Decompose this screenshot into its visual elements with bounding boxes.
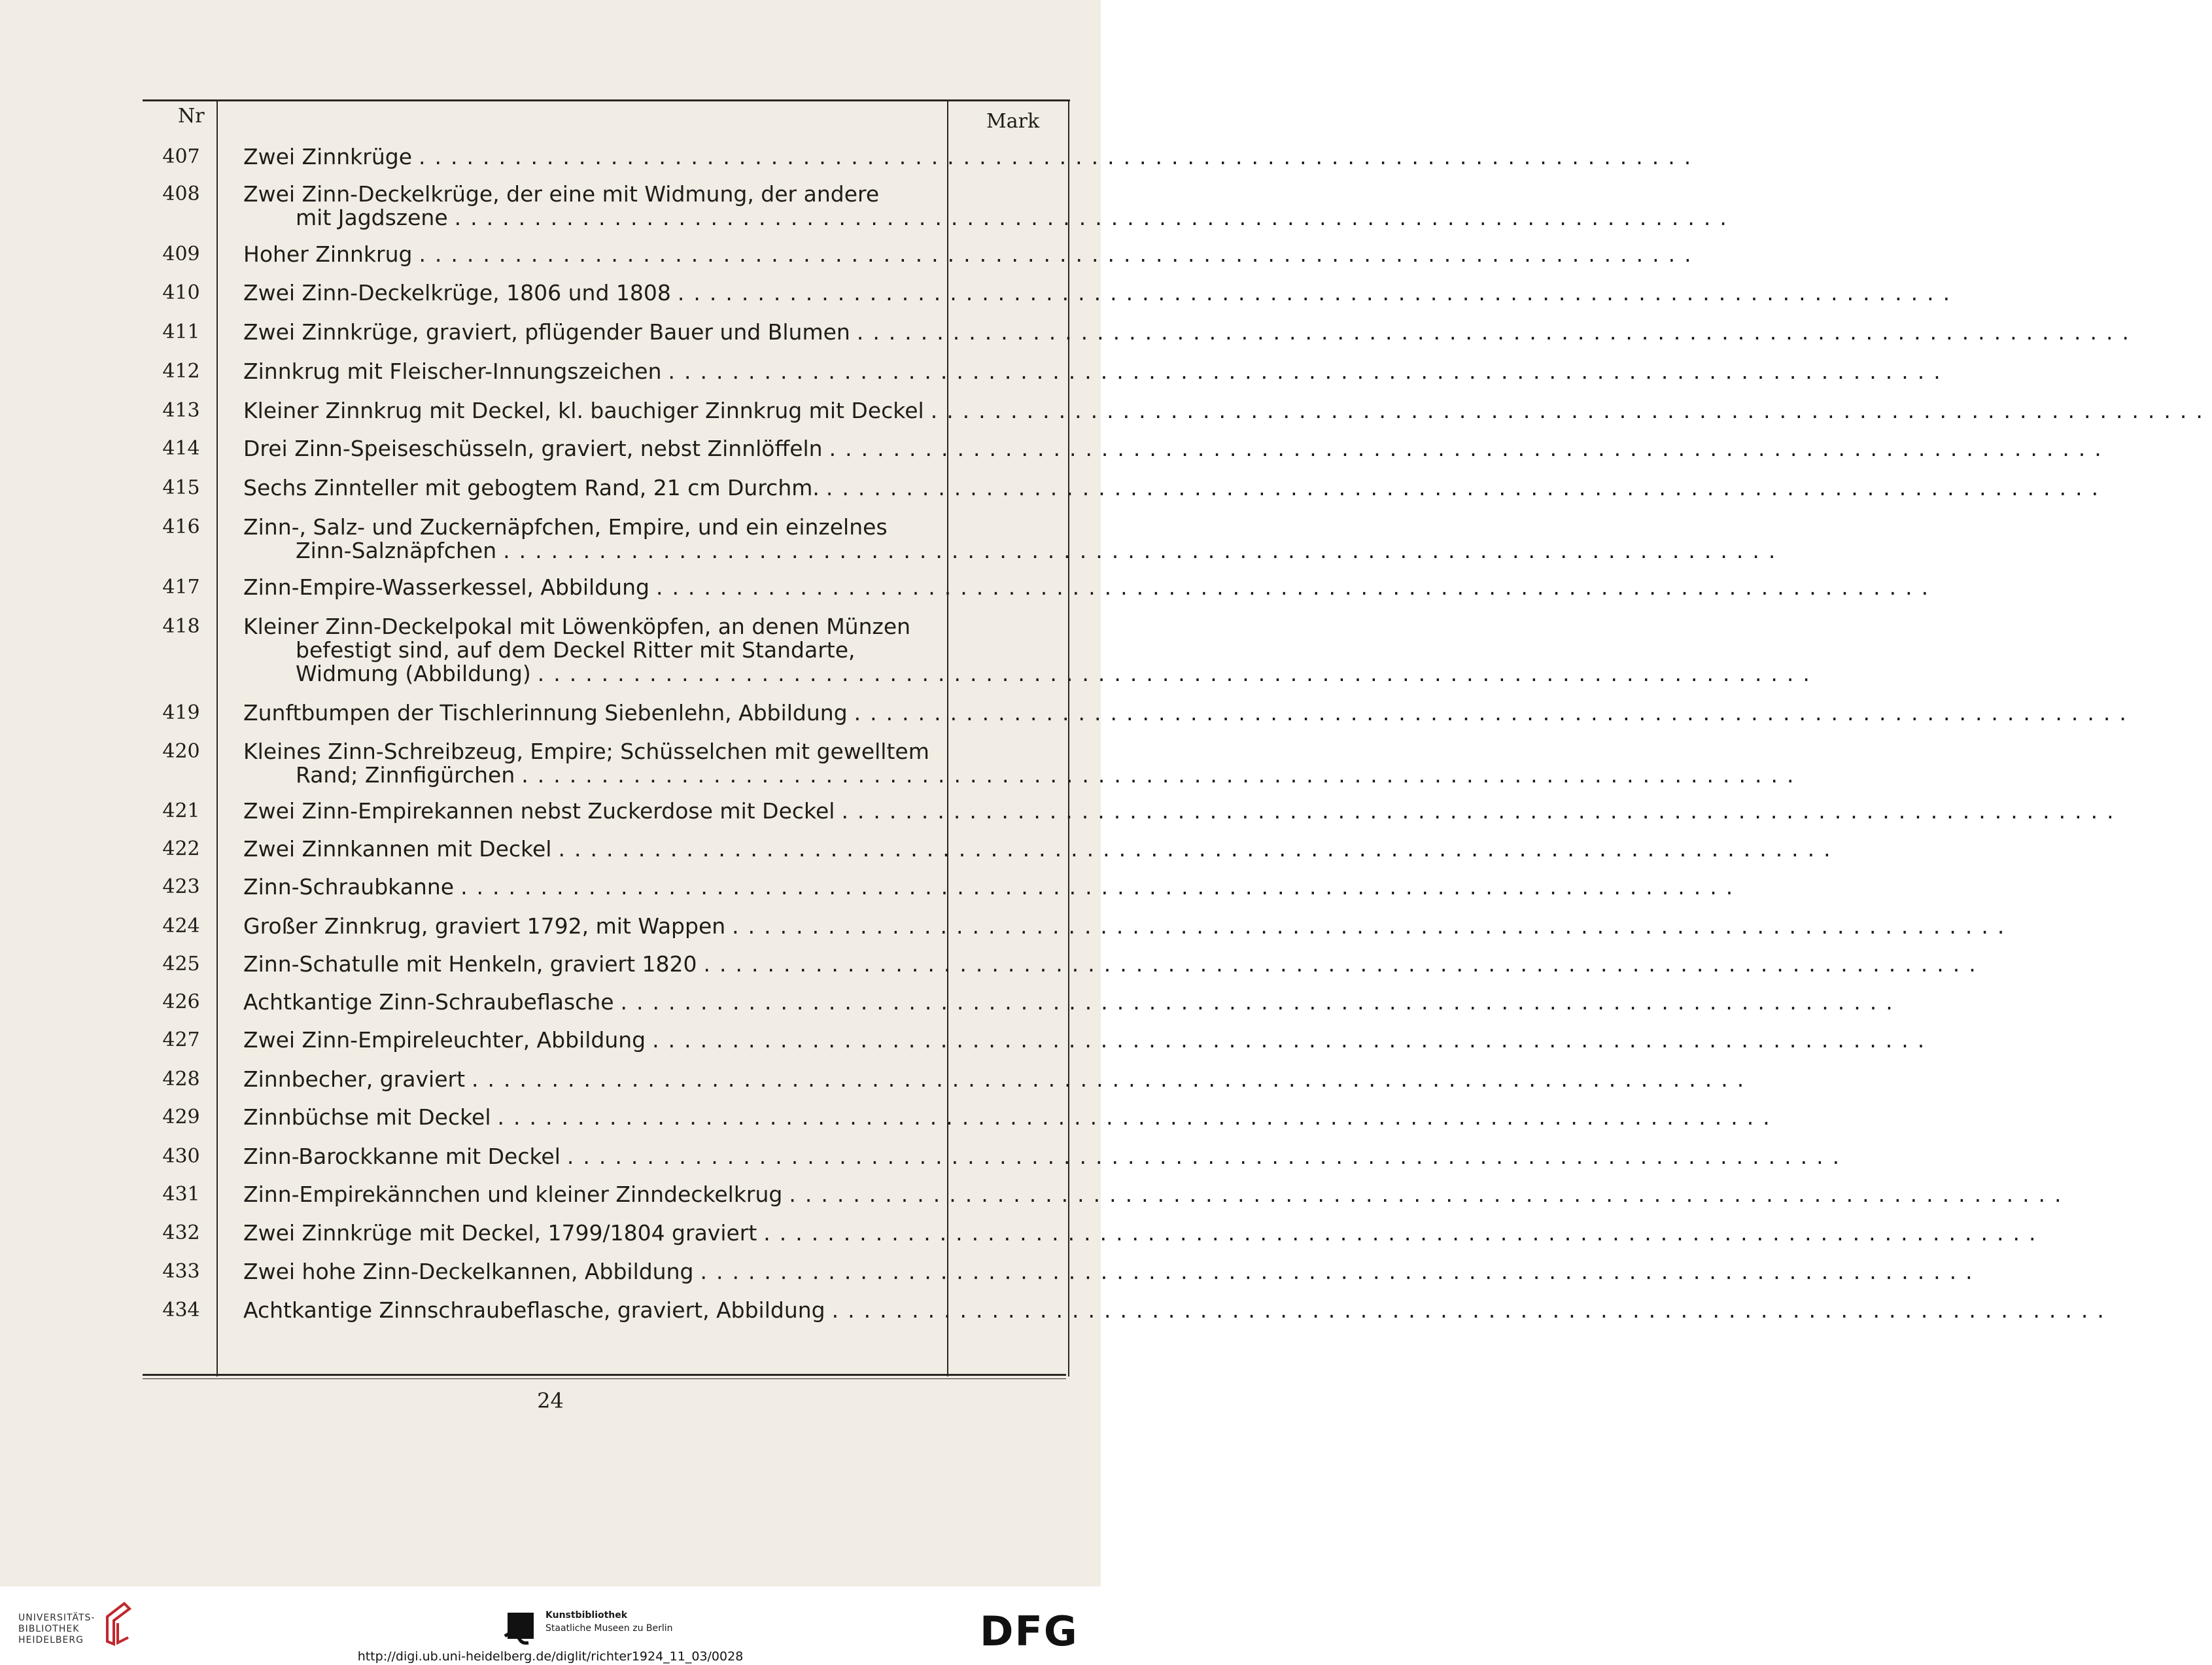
- catalog-number: 429: [162, 1106, 200, 1129]
- catalog-description: [243, 1027, 1934, 1053]
- catalog-description: [243, 1297, 2113, 1323]
- catalog-number: 421: [162, 799, 200, 822]
- description-line: [243, 1182, 2071, 1207]
- source-url[interactable]: http://digi.ub.uni-heidelberg.de/diglit/richter1924_11_03/0028: [357, 1649, 744, 1664]
- catalog-number: 416: [162, 516, 200, 538]
- description-text: Zinn-Schatulle mit Henkeln, graviert 1820: [243, 951, 697, 977]
- description-line: [243, 639, 935, 662]
- description-line: [243, 836, 1840, 862]
- leader-dots: ................................................................................: [454, 205, 1736, 230]
- catalog-number: 409: [162, 243, 200, 266]
- catalog-number: 407: [162, 145, 200, 168]
- uni-line-2: BIBLIOTHEK: [18, 1624, 80, 1634]
- leader-dots: ................................................................................: [677, 280, 1960, 306]
- description-text: Zunftbumpen der Tischlerinnung Siebenlehn, Abbildung: [243, 700, 848, 726]
- description-text: mit Jagdszene: [296, 205, 448, 230]
- description-line: [243, 436, 2111, 461]
- description-line: [243, 144, 1701, 169]
- catalog-number: 422: [162, 837, 200, 860]
- leader-dots: ................................................................................: [460, 874, 1742, 900]
- description-text: Zinn-Barockkanne mit Deckel: [243, 1144, 561, 1169]
- catalog-description: [243, 144, 1701, 169]
- description-text: Zwei Zinnkrüge mit Deckel, 1799/1804 graviert: [243, 1220, 757, 1246]
- catalog-number: 432: [162, 1221, 200, 1244]
- leader-dots: ................................................................................: [419, 144, 1701, 169]
- leader-dots: ................................................................................: [700, 1259, 1982, 1284]
- column-header-mark: Mark: [986, 110, 1040, 133]
- leader-dots: ................................................................................: [763, 1220, 2045, 1246]
- description-line: [243, 1066, 1754, 1092]
- catalog-description: [243, 739, 1803, 788]
- catalog-description: [243, 475, 2108, 500]
- description-text: Zinn-Schraubkanne: [243, 874, 455, 900]
- catalog-number: 434: [162, 1299, 200, 1322]
- description-line: [243, 989, 1902, 1015]
- description-text: Achtkantige Zinnschraubeflasche, graviert, Abbildung: [243, 1297, 825, 1323]
- description-text: Zwei hohe Zinn-Deckelkannen, Abbildung: [243, 1259, 694, 1284]
- leader-dots: ................................................................................: [566, 1144, 1849, 1169]
- catalog-number: 417: [162, 576, 200, 599]
- catalog-number: 419: [162, 701, 200, 724]
- description-text: Zwei Zinn-Deckelkrüge, der eine mit Widmung, der andere: [243, 181, 880, 207]
- catalog-description: [243, 836, 1840, 862]
- leader-dots: ................................................................................: [472, 1066, 1754, 1092]
- description-text: Widmung (Abbildung): [296, 661, 531, 686]
- description-text: Rand; Zinnfigürchen: [296, 762, 515, 788]
- catalog-number: 413: [162, 399, 200, 422]
- table-bottom-rule: [143, 1374, 1066, 1376]
- leader-dots: ................................................................................: [703, 951, 1985, 977]
- description-text: Zwei Zinnkrüge: [243, 144, 413, 169]
- catalog-number: 411: [162, 321, 200, 343]
- description-line: [243, 700, 2135, 726]
- description-line: [243, 1259, 1982, 1284]
- catalog-description: [243, 241, 1701, 267]
- leader-dots: ................................................................................: [620, 989, 1902, 1015]
- catalog-description: [243, 798, 2123, 824]
- catalog-description: [243, 436, 2111, 461]
- catalog-description: [243, 398, 2212, 423]
- description-line: [243, 951, 1985, 977]
- catalog-description: [243, 1066, 1754, 1092]
- page-number: 24: [537, 1388, 564, 1413]
- description-line: [243, 205, 1736, 230]
- catalog-description: [243, 1144, 1849, 1169]
- column-divider-nr: [216, 99, 218, 1376]
- catalog-description: [243, 1182, 2071, 1207]
- catalog-number: 426: [162, 990, 200, 1013]
- leader-dots: ................................................................................: [655, 574, 1938, 600]
- leader-dots: ................................................................................: [521, 762, 1803, 788]
- catalog-description: [243, 1104, 1779, 1130]
- leader-dots: ................................................................................: [856, 319, 2139, 345]
- description-text: Kleiner Zinnkrug mit Deckel, kl. bauchiger Zinnkrug mit Deckel: [243, 398, 924, 423]
- catalog-number: 424: [162, 915, 200, 938]
- leader-dots: ................................................................................: [497, 1104, 1779, 1130]
- catalog-description: [243, 514, 1785, 563]
- table-bottom-rule-thin: [143, 1378, 1066, 1379]
- column-header-nr: Nr: [178, 105, 205, 128]
- description-line: [243, 183, 935, 206]
- description-line: [243, 538, 1785, 563]
- description-line: [243, 1220, 2045, 1246]
- description-text: Hoher Zinnkrug: [243, 241, 413, 267]
- leader-dots: ................................................................................: [668, 359, 1950, 384]
- description-text: Zwei Zinn-Empirekannen nebst Zuckerdose mit Deckel: [243, 798, 835, 824]
- catalog-description: [243, 359, 1950, 384]
- leader-dots: ................................................................................: [652, 1027, 1934, 1053]
- catalog-number: 410: [162, 281, 200, 304]
- description-text: Zwei Zinn-Deckelkrüge, 1806 und 1808: [243, 280, 671, 306]
- leader-dots: ................................................................................: [825, 475, 2108, 500]
- leader-dots: ................................................................................: [558, 836, 1840, 862]
- catalog-description: [243, 951, 1985, 977]
- uni-line-1: UNIVERSITÄTS-: [18, 1613, 95, 1623]
- catalog-number: 423: [162, 875, 200, 898]
- catalog-number: 408: [162, 183, 200, 205]
- catalog-number: 427: [162, 1028, 200, 1051]
- kunstbibliothek-logo-icon: [502, 1610, 539, 1647]
- leader-dots: ................................................................................: [854, 700, 2135, 726]
- catalog-number: 414: [162, 437, 200, 460]
- uni-line-3: HEIDELBERG: [18, 1635, 84, 1645]
- description-text: Zwei Zinn-Empireleuchter, Abbildung: [243, 1027, 646, 1053]
- description-line: [243, 241, 1701, 267]
- description-line: [243, 1027, 1934, 1053]
- catalog-number: 433: [162, 1260, 200, 1283]
- catalog-number: 430: [162, 1145, 200, 1168]
- description-line: [243, 319, 2139, 345]
- description-line: [243, 574, 1938, 600]
- description-text: Kleines Zinn-Schreibzeug, Empire; Schüsselchen mit gewelltem: [243, 739, 929, 764]
- description-text: Zwei Zinnkannen mit Deckel: [243, 836, 552, 862]
- description-text: Zinn-, Salz- und Zuckernäpfchen, Empire, und ein einzelnes: [243, 514, 888, 540]
- description-line: [243, 359, 1950, 384]
- catalog-number: 431: [162, 1183, 200, 1206]
- leader-dots: ................................................................................: [419, 241, 1701, 267]
- catalog-number: 412: [162, 360, 200, 383]
- description-line: [243, 1104, 1779, 1130]
- description-line: [243, 661, 1819, 686]
- catalog-description: [243, 280, 1960, 306]
- description-line: [243, 516, 935, 539]
- dfg-logo: DFG: [980, 1607, 1079, 1655]
- description-line: [243, 1297, 2113, 1323]
- description-text: Zinn-Salznäpfchen: [296, 538, 497, 563]
- catalog-description: [243, 574, 1938, 600]
- catalog-number: 425: [162, 953, 200, 975]
- footer-bar: [0, 1586, 1101, 1665]
- catalog-description: [243, 1259, 1982, 1284]
- catalog-number: 428: [162, 1068, 200, 1091]
- description-line: [243, 280, 1960, 306]
- description-text: Sechs Zinnteller mit gebogtem Rand, 21 cm Durchm.: [243, 475, 820, 500]
- description-text: Zinn-Empire-Wasserkessel, Abbildung: [243, 574, 649, 600]
- description-text: Zinnbüchse mit Deckel: [243, 1104, 491, 1130]
- leader-dots: ................................................................................: [841, 798, 2123, 824]
- leader-dots: ................................................................................: [789, 1182, 2071, 1207]
- description-line: [243, 874, 1742, 900]
- leader-dots: ................................................................................: [732, 913, 2014, 939]
- description-text: Zinnbecher, graviert: [243, 1066, 466, 1092]
- catalog-description: [243, 874, 1742, 900]
- catalog-description: [243, 181, 1736, 230]
- description-text: Zwei Zinnkrüge, graviert, pflügender Bauer und Blumen: [243, 319, 850, 345]
- catalog-description: [243, 614, 1819, 686]
- catalog-description: [243, 319, 2139, 345]
- university-logo-icon: [98, 1601, 135, 1647]
- kb-name: Kunstbibliothek: [545, 1610, 628, 1621]
- kunstbibliothek-label: [545, 1609, 673, 1635]
- catalog-description: [243, 989, 1902, 1015]
- description-line: [243, 475, 2108, 500]
- table-top-rule: [143, 99, 1070, 101]
- leader-dots: ................................................................................: [829, 436, 2111, 461]
- description-line: [243, 913, 2014, 939]
- description-text: Kleiner Zinn-Deckelpokal mit Löwenköpfen, an denen Münzen: [243, 614, 911, 639]
- description-line: [243, 615, 935, 639]
- catalog-description: [243, 913, 2014, 939]
- leader-dots: ................................................................................: [537, 661, 1819, 686]
- kb-subtitle: Staatliche Museen zu Berlin: [545, 1623, 673, 1634]
- leader-dots: ................................................................................: [831, 1297, 2113, 1323]
- catalog-description: [243, 1220, 2045, 1246]
- description-text: Achtkantige Zinn-Schraubeflasche: [243, 989, 614, 1015]
- catalog-number: 415: [162, 476, 200, 499]
- leader-dots: ................................................................................: [930, 398, 2212, 423]
- catalog-description: [243, 700, 2135, 726]
- description-line: [243, 1144, 1849, 1169]
- catalog-number: 420: [162, 740, 200, 763]
- catalog-number: 418: [162, 615, 200, 638]
- description-text: Zinnkrug mit Fleischer-Innungszeichen: [243, 359, 662, 384]
- description-line: [243, 740, 935, 763]
- university-library-label: [18, 1613, 95, 1646]
- leader-dots: ................................................................................: [503, 538, 1785, 563]
- description-text: Großer Zinnkrug, graviert 1792, mit Wappen: [243, 913, 726, 939]
- description-text: befestigt sind, auf dem Deckel Ritter mit Standarte,: [296, 637, 855, 663]
- description-line: [243, 798, 2123, 824]
- description-line: [243, 762, 1803, 788]
- description-text: Zinn-Empirekännchen und kleiner Zinndeckelkrug: [243, 1182, 783, 1207]
- description-line: [243, 398, 2212, 423]
- description-text: Drei Zinn-Speiseschüsseln, graviert, nebst Zinnlöffeln: [243, 436, 823, 461]
